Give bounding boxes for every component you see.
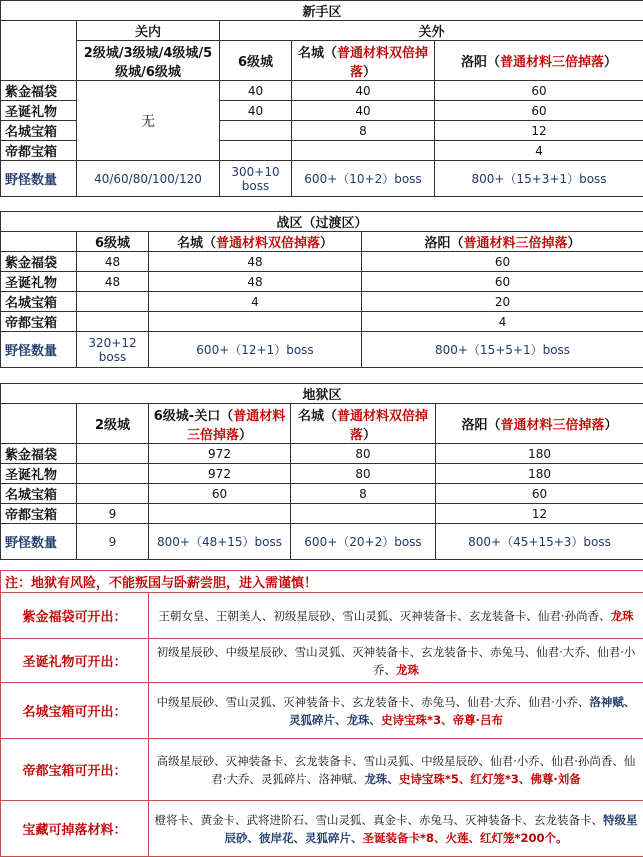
row-label: 圣诞礼物 <box>1 464 77 484</box>
cell-value: 972 <box>149 464 291 484</box>
cell-value: 12 <box>436 504 643 524</box>
luoyang-header: 洛阳（普通材料三倍掉落） <box>362 232 643 252</box>
cell-value: 4 <box>362 312 643 332</box>
cell-value <box>77 312 149 332</box>
cell-value: 60 <box>149 484 291 504</box>
drop-items: 王朝女皇、王朝美人、初级星辰砂、雪山灵狐、灭神装备卡、玄龙装备卡、仙君·孙尚香、龙珠 <box>149 593 643 639</box>
row-label: 紫金福袋 <box>1 444 77 464</box>
monster-count-label: 野怪数量 <box>1 524 77 560</box>
monster-count-guannei: 40/60/80/100/120 <box>77 161 220 197</box>
hell-zone-table <box>0 383 643 560</box>
war-zone-title: 战区（过渡区） <box>1 212 643 232</box>
newbie-zone-table <box>0 0 643 197</box>
mingcheng-header: 名城（普通材料双倍掉落） <box>149 232 362 252</box>
monster-count-level6: 300+10 boss <box>220 161 292 197</box>
luoyang-header: 洛阳（普通材料三倍掉落） <box>436 404 643 444</box>
cell-value: 80 <box>291 444 436 464</box>
cell-value: 9 <box>77 504 149 524</box>
drops-table <box>0 570 643 857</box>
row-label: 紫金福袋 <box>1 81 77 101</box>
cell-value <box>220 121 292 141</box>
cell-value: 48 <box>77 252 149 272</box>
drop-items: 初级星辰砂、中级星辰砂、雪山灵狐、灭神装备卡、玄龙装备卡、赤兔马、仙君·大乔、仙君·小乔、龙珠 <box>149 639 643 683</box>
drop-label: 名城宝箱可开出： <box>1 683 149 739</box>
cell-value: 60 <box>436 484 643 504</box>
mingcheng-header: 名城（普通材料双倍掉落） <box>292 41 435 81</box>
drop-items: 高级星辰砂、灭神装备卡、玄龙装备卡、雪山灵狐、中级星辰砂、仙君·小乔、仙君·孙尚香、仙君·大乔、灵狐碎片、洛神赋、龙珠、史诗宝珠*5、红灯笼*3、佛尊·刘备 <box>149 739 643 801</box>
row-label: 名城宝箱 <box>1 121 77 141</box>
monster-count-level6: 800+（48+15）boss <box>149 524 291 560</box>
monster-count-mingcheng: 600+（12+1）boss <box>149 332 362 368</box>
cell-value: 60 <box>435 101 643 121</box>
row-label: 紫金福袋 <box>1 252 77 272</box>
cell-value <box>77 484 149 504</box>
cell-value: 60 <box>362 252 643 272</box>
guannei-header: 关内 <box>77 21 220 41</box>
cell-value <box>291 504 436 524</box>
drop-label: 紫金福袋可开出： <box>1 593 149 639</box>
cell-value: 972 <box>149 444 291 464</box>
cell-value: 8 <box>292 121 435 141</box>
drop-label: 帝都宝箱可开出： <box>1 739 149 801</box>
monster-count-luoyang: 800+（15+5+1）boss <box>362 332 643 368</box>
newbie-zone-title: 新手区 <box>1 1 643 21</box>
cell-value: 8 <box>291 484 436 504</box>
cell-value: 60 <box>362 272 643 292</box>
cell-value: 48 <box>149 272 362 292</box>
mingcheng-header: 名城（普通材料双倍掉落） <box>291 404 436 444</box>
monster-count-label: 野怪数量 <box>1 332 77 368</box>
row-label: 帝都宝箱 <box>1 312 77 332</box>
row-label: 帝都宝箱 <box>1 504 77 524</box>
monster-count-level2: 9 <box>77 524 149 560</box>
cell-value <box>77 292 149 312</box>
row-label: 圣诞礼物 <box>1 272 77 292</box>
cell-value: 80 <box>291 464 436 484</box>
cell-value: 48 <box>149 252 362 272</box>
cell-value <box>220 141 292 161</box>
drop-items: 橙将卡、黄金卡、武将进阶石、雪山灵狐、真金卡、赤兔马、灭神装备卡、玄龙装备卡、特级星辰砂、彼岸花、灵狐碎片、圣诞装备卡*8、火莲、红灯笼*200个。 <box>149 801 643 857</box>
row-label: 圣诞礼物 <box>1 101 77 121</box>
cell-value: 4 <box>149 292 362 312</box>
row-label: 帝都宝箱 <box>1 141 77 161</box>
monster-count-luoyang: 800+（15+3+1）boss <box>435 161 643 197</box>
guanwai-header: 关外 <box>220 21 643 41</box>
cell-value <box>292 141 435 161</box>
guannei-none: 无 <box>77 81 220 161</box>
cell-value <box>149 504 291 524</box>
hell-zone-title: 地狱区 <box>1 384 643 404</box>
risk-note: 注：地狱有风险，不能叛国与卧薪尝胆，进入需谨慎！ <box>1 571 643 593</box>
cell-value: 40 <box>220 81 292 101</box>
cell-value <box>77 464 149 484</box>
cell-value: 12 <box>435 121 643 141</box>
cell-value: 48 <box>77 272 149 292</box>
level6-pass-header: 6级城-关口（普通材料三倍掉落） <box>149 404 291 444</box>
cell-value: 60 <box>435 81 643 101</box>
cell-value: 40 <box>220 101 292 121</box>
cell-value: 20 <box>362 292 643 312</box>
drop-items: 中级星辰砂、雪山灵狐、灭神装备卡、玄龙装备卡、赤兔马、仙君·大乔、仙君·小乔、洛神赋、灵狐碎片、龙珠、史诗宝珠*3、帝尊·吕布 <box>149 683 643 739</box>
cell-value: 40 <box>292 101 435 121</box>
level2-header: 2级城 <box>77 404 149 444</box>
drop-label: 宝藏可掉落材料： <box>1 801 149 857</box>
luoyang-header: 洛阳（普通材料三倍掉落） <box>435 41 643 81</box>
monster-count-label: 野怪数量 <box>1 161 77 197</box>
row-label: 名城宝箱 <box>1 292 77 312</box>
war-zone-table <box>0 211 643 368</box>
guannei-cities-header: 2级城/3级城/4级城/5级城/6级城 <box>77 41 220 81</box>
level6-header: 6级城 <box>77 232 149 252</box>
monster-count-mingcheng: 600+（20+2）boss <box>291 524 436 560</box>
cell-value: 180 <box>436 464 643 484</box>
cell-value <box>77 444 149 464</box>
monster-count-mingcheng: 600+（10+2）boss <box>292 161 435 197</box>
cell-value: 180 <box>436 444 643 464</box>
cell-value: 4 <box>435 141 643 161</box>
monster-count-level6: 320+12 boss <box>77 332 149 368</box>
drop-label: 圣诞礼物可开出： <box>1 639 149 683</box>
row-label: 名城宝箱 <box>1 484 77 504</box>
monster-count-luoyang: 800+（45+15+3）boss <box>436 524 643 560</box>
level6-header: 6级城 <box>220 41 292 81</box>
cell-value: 40 <box>292 81 435 101</box>
cell-value <box>149 312 362 332</box>
